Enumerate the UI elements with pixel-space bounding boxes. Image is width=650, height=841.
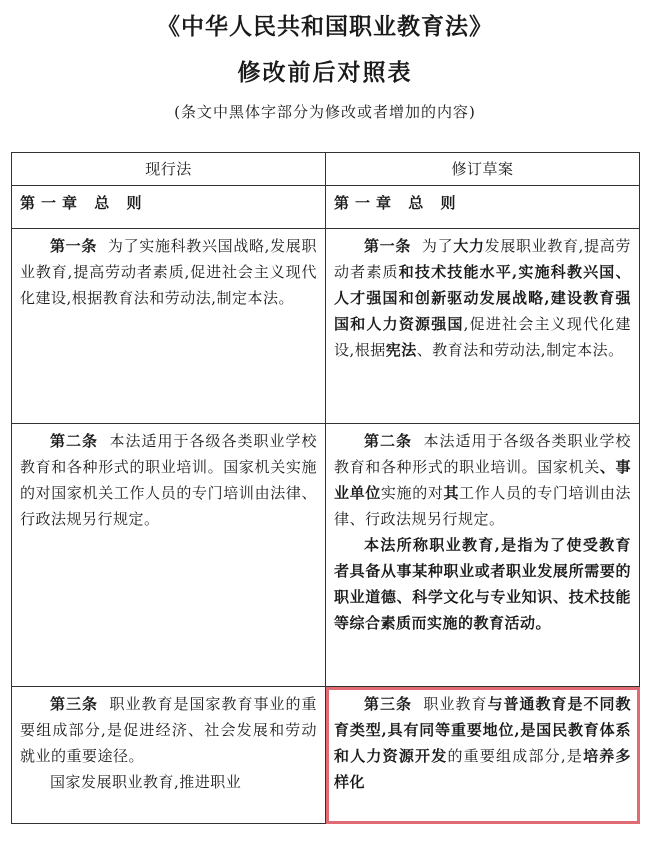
article-number: 第二条	[364, 432, 412, 450]
column-header-current-law: 现行法	[12, 153, 326, 186]
revised-text-bold: 大力	[453, 237, 485, 255]
column-header-revised-draft: 修订草案	[326, 153, 640, 186]
text-segment: 为了	[421, 237, 454, 255]
document-title: 《中华人民共和国职业教育法》	[157, 13, 493, 40]
article-paragraph: 国家发展职业教育,推进职业	[50, 773, 242, 791]
article-number: 第一条	[50, 237, 98, 255]
article-number: 第三条	[50, 695, 98, 713]
revised-text-bold: 、事业单位	[334, 458, 631, 502]
text-segment: 职业教育	[423, 695, 488, 713]
revised-text-bold: 宪法	[385, 341, 417, 359]
chapter-row	[12, 186, 640, 229]
text-segment: 工作人员的专门培训由法律、行政法规另行规定。	[334, 484, 631, 528]
table-row	[12, 687, 640, 824]
revised-text-bold: 其	[443, 484, 460, 502]
article-text	[334, 237, 631, 359]
article-number: 第三条	[364, 695, 412, 713]
highlighted-article-cell	[326, 687, 640, 824]
table-row	[12, 229, 640, 424]
table-row	[12, 424, 640, 687]
article-cell-right	[326, 424, 640, 687]
revised-text-bold: 与普通教育是不同教育类型,具有同等重要地位,是国民教育体系和人力资源开发	[334, 695, 631, 765]
table-header-row	[12, 153, 640, 186]
revised-text-bold: 培养多样化	[334, 747, 631, 791]
article-added-paragraph: 本法所称职业教育,是指为了使受教育者具备从事某种职业或者职业发展所需要的职业道德、科学文化与专业知识、技术技能等综合素质而实施的教育活动。	[334, 536, 631, 632]
document-subtitle-line: 修改前后对照表	[237, 59, 413, 86]
text-segment: 发展职业教育,提高劳动者素质	[334, 237, 631, 281]
text-segment: 、教育法和劳动法,制定本法。	[416, 341, 624, 359]
article-text: 为了实施科教兴国战略,发展职业教育,提高劳动者素质,促进社会主义现代化建设,根据教育法和劳动法,制定本法。	[20, 237, 317, 307]
article-number: 第一条	[364, 237, 412, 255]
document-note: (条文中黑体字部分为修改或者增加的内容)	[174, 103, 476, 121]
text-segment: 本法适用于各级各类职业学校教育和各种形式的职业培训。国家机关	[334, 432, 631, 476]
chapter-heading-right: 第一章 总 则	[326, 186, 640, 229]
article-cell-left	[12, 424, 326, 687]
revised-text-bold: 和技术技能水平,实施科教兴国、人才强国和创新驱动发展战略,建设教育强国和人力资源强国	[334, 263, 631, 333]
comparison-table	[11, 152, 640, 824]
article-cell-left	[12, 687, 326, 824]
text-segment: ,促进社会主义现代化建设,根据	[334, 315, 631, 359]
text-segment: 实施的对	[380, 484, 444, 502]
article-text: 职业教育是国家教育事业的重要组成部分,是促进经济、社会发展和劳动就业的重要途径。	[20, 695, 317, 765]
article-cell-right	[326, 229, 640, 424]
article-cell-left	[12, 229, 326, 424]
article-text: 本法适用于各级各类职业学校教育和各种形式的职业培训。国家机关实施的对国家机关工作人员的专门培训由法律、行政法规另行规定。	[20, 432, 317, 528]
chapter-heading-left: 第一章 总 则	[12, 186, 326, 229]
article-number: 第二条	[50, 432, 98, 450]
text-segment: 的重要组成部分,是	[447, 747, 584, 765]
